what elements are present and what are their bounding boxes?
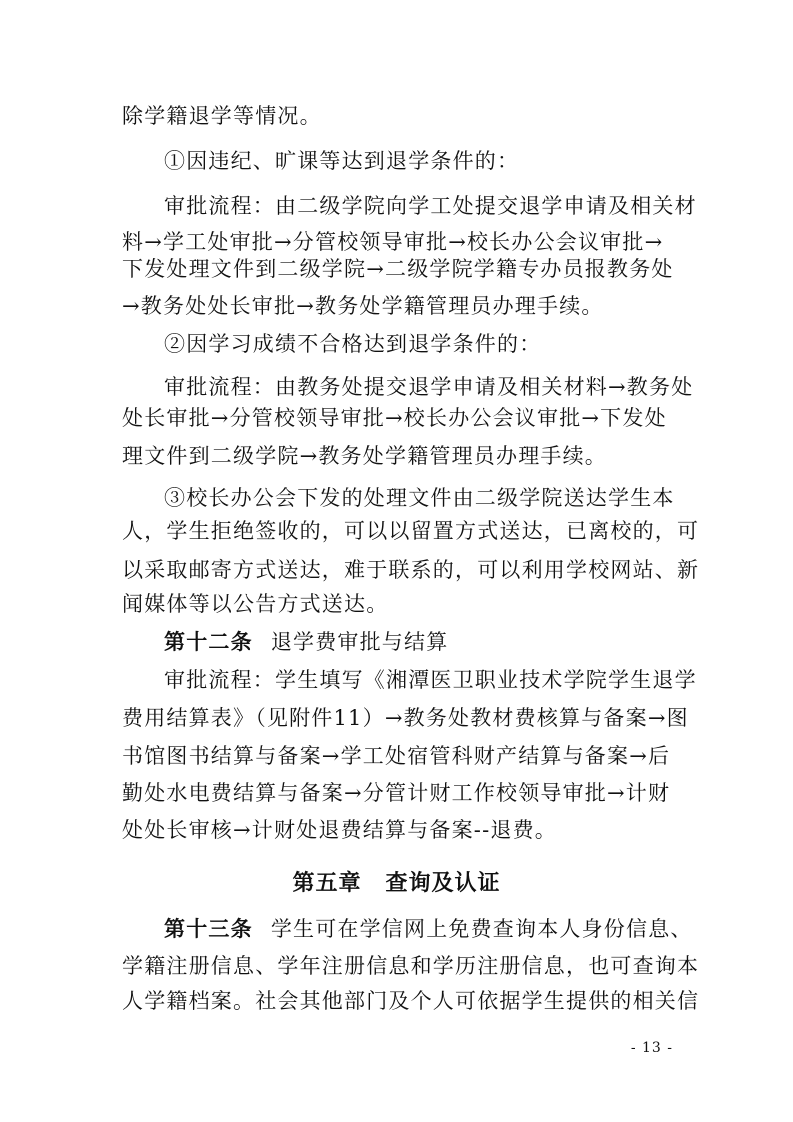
text-line: 审批流程：由二级学院向学工处提交退学申请及相关材 bbox=[164, 194, 697, 218]
text-line: 除学籍退学等情况。 bbox=[122, 104, 322, 128]
chapter-title: 查询及认证 bbox=[385, 870, 501, 896]
text-line: 人，学生拒绝签收的，可以以留置方式送达，已离校的，可 bbox=[122, 519, 700, 543]
text-line: 学籍注册信息、学年注册信息和学历注册信息，也可查询本 bbox=[122, 954, 700, 978]
text-line: 书馆图书结算与备案→学工处宿管科财产结算与备案→后 bbox=[122, 744, 671, 768]
article-label: 第十三条 bbox=[164, 916, 253, 941]
text-line: →教务处处长审批→教务处学籍管理员办理手续。 bbox=[122, 294, 604, 318]
text-line: 审批流程：学生填写《湘潭医卫职业技术学院学生退学 bbox=[164, 668, 697, 692]
text-line: 下发处理文件到二级学院→二级学院学籍专办员报教务处 bbox=[122, 257, 674, 281]
text-line: ②因学习成绩不合格达到退学条件的： bbox=[164, 332, 542, 356]
text-line: 勤处水电费结算与备案→分管计财工作校领导审批→计财 bbox=[122, 781, 671, 805]
article-text: 学生可在学信网上免费查询本人身份信息、 bbox=[270, 917, 693, 941]
text-line: 处处长审核→计财处退费结算与备案--退费。 bbox=[122, 818, 557, 842]
text-line: 料→学工处审批→分管校领导审批→校长办公会议审批→ bbox=[122, 230, 664, 254]
article-12-heading bbox=[164, 628, 448, 656]
text-line: 审批流程：由教务处提交退学申请及相关材料→教务处 bbox=[164, 375, 694, 399]
chapter-label: 第五章 bbox=[292, 870, 362, 896]
text-line: 闻媒体等以公告方式送达。 bbox=[122, 592, 389, 616]
chapter-heading bbox=[0, 866, 793, 897]
text-line: ①因违纪、旷课等达到退学条件的： bbox=[164, 149, 520, 173]
text-line: 以采取邮寄方式送达，难于联系的，可以利用学校网站、新 bbox=[122, 558, 700, 582]
text-line: 理文件到二级学院→教务处学籍管理员办理手续。 bbox=[122, 444, 607, 468]
article-label: 第十二条 bbox=[164, 629, 253, 654]
text-line: 人学籍档案。社会其他部门及个人可依据学生提供的相关信 bbox=[122, 989, 700, 1013]
text-line: 费用结算表》（见附件11）→教务处教材费核算与备案→图 bbox=[122, 706, 689, 730]
article-title: 退学费审批与结算 bbox=[270, 630, 449, 654]
text-line: 处长审批→分管校领导审批→校长办公会议审批→下发处 bbox=[122, 406, 667, 430]
page-number: - 13 - bbox=[630, 1040, 673, 1056]
article-13-paragraph bbox=[164, 915, 693, 943]
text-line: ③校长办公会下发的处理文件由二级学院送达学生本 bbox=[164, 486, 675, 510]
